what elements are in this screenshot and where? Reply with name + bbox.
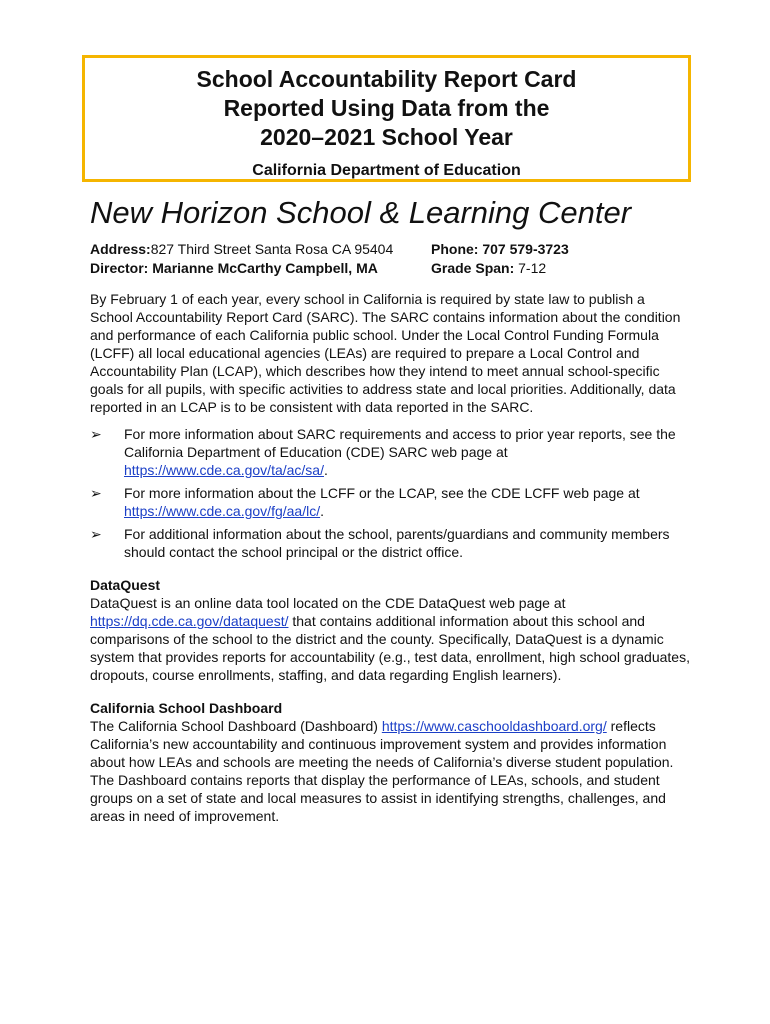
school-info <box>90 240 569 278</box>
title-line-3: 2020–2021 School Year <box>260 124 513 150</box>
report-body <box>90 290 690 825</box>
dashboard-title: California School Dashboard <box>90 700 283 716</box>
report-title <box>85 65 688 152</box>
bullet-sarc-end: . <box>324 462 328 478</box>
bullet-sarc-text: For more information about SARC requirements and access to prior year reports, see the California Department of Education (CDE) SARC web page at <box>124 426 676 460</box>
bullet-item-contact <box>90 525 690 561</box>
bullet-lcff-text: For more information about the LCFF or the LCAP, see the CDE LCFF web page at <box>124 485 640 501</box>
info-row-2 <box>90 259 569 278</box>
title-line-1: School Accountability Report Card <box>196 66 577 92</box>
phone-label: Phone: <box>431 241 479 257</box>
dataquest-link[interactable]: https://dq.cde.ca.gov/dataquest/ <box>90 613 289 629</box>
report-title-box <box>82 55 691 182</box>
dashboard-section <box>90 699 690 825</box>
dashboard-text-after: reflects California’s new accountability and continuous improvement system and provides information about how LEAs and schools are meeting the needs of California’s diverse student population. The Dashboard contains reports that display the performance of LEAs, schools, and student groups on a set of state and local measures to assist in identifying strengths, challenges, and areas in need of improvement. <box>90 718 674 824</box>
arrow-bullet-icon: ➢ <box>90 485 102 501</box>
arrow-bullet-icon: ➢ <box>90 526 102 542</box>
title-line-2: Reported Using Data from the <box>223 95 550 121</box>
dataquest-section <box>90 576 690 684</box>
bullet-item-lcff <box>90 484 690 520</box>
phone-value: 707 579-3723 <box>482 241 569 257</box>
dataquest-paragraph <box>90 594 690 684</box>
dashboard-paragraph <box>90 717 690 825</box>
address <box>90 240 431 259</box>
dashboard-link[interactable]: https://www.caschooldashboard.org/ <box>381 718 607 734</box>
director <box>90 259 431 278</box>
school-name: New Horizon School & Learning Center <box>90 195 632 230</box>
director-value: Marianne McCarthy Campbell, MA <box>152 260 378 276</box>
info-bullet-list <box>90 425 690 561</box>
dataquest-title: DataQuest <box>90 577 161 593</box>
dataquest-text-before: DataQuest is an online data tool located on the CDE DataQuest web page at <box>90 595 566 611</box>
bullet-item-sarc <box>90 425 690 479</box>
phone <box>431 241 569 257</box>
organization-name: California Department of Education <box>252 162 521 179</box>
arrow-bullet-icon: ➢ <box>90 426 102 442</box>
dataquest-text-after: that contains additional information about this school and comparisons of the school to the district and the county. Specifically, DataQuest is a dynamic system that provides reports for accountability (e.g., test data, enrollment, high school graduates, dropouts, course enrollments, staffing, and data regarding English learners). <box>90 613 690 683</box>
dashboard-text-before: The California School Dashboard (Dashboard) <box>90 718 382 734</box>
sarc-link[interactable]: https://www.cde.ca.gov/ta/ac/sa/ <box>124 462 324 478</box>
grade-span <box>431 260 546 276</box>
lcff-link[interactable]: https://www.cde.ca.gov/fg/aa/lc/ <box>124 503 321 519</box>
grade-span-value: 7-12 <box>518 260 547 276</box>
bullet-lcff-end: . <box>320 503 324 519</box>
info-row-1 <box>90 240 569 259</box>
intro-paragraph: By February 1 of each year, every school in California is required by state law to publish a School Accountability Report Card (SARC). The SARC contains information about the condition and performance of each California public school. Under the Local Control Funding Formula (LCFF) all local educational agencies (LEAs) are required to prepare a Local Control and Accountability Plan (LCAP), which describes how they intend to meet annual school-specific goals for all pupils, with specific activities to address state and local priorities. Additionally, data reported in an LCAP is to be consistent with data reported in the SARC. <box>90 291 681 415</box>
address-value: 827 Third Street Santa Rosa CA 95404 <box>150 241 394 257</box>
grade-span-label: Grade Span: <box>431 260 515 276</box>
bullet-contact-text: For additional information about the school, parents/guardians and community members should contact the school principal or the district office. <box>124 526 670 560</box>
address-label: Address: <box>90 241 151 257</box>
director-label: Director: <box>90 260 149 276</box>
